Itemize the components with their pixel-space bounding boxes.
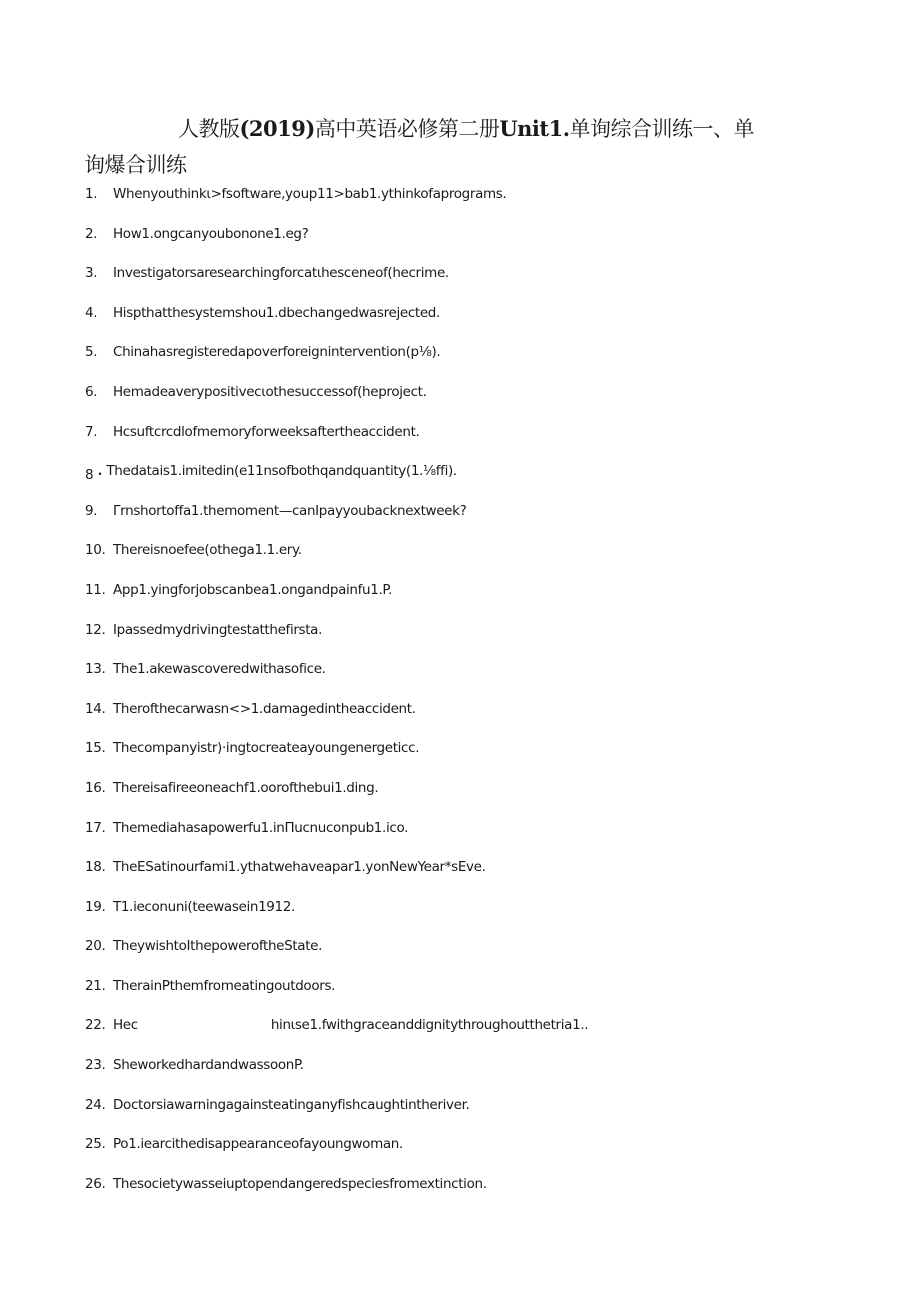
question-text: Doctorsiawarningagainsteatinganyfishcaughtintheriver. xyxy=(113,1096,470,1113)
question-number: 21. xyxy=(85,977,106,994)
question-number: 26. xyxy=(85,1175,106,1192)
question-text: How1.ongcanyoubonone1.eg? xyxy=(113,225,309,242)
document-title-continued: 询爆合训练 xyxy=(84,153,187,177)
question-item xyxy=(85,1136,885,1176)
question-text: Investigatorsaresearchingforcatιhesceneof(hecrime. xyxy=(113,265,449,282)
question-item xyxy=(85,661,885,701)
title-prefix: 人教版 xyxy=(178,117,240,141)
document-title xyxy=(178,113,754,143)
title-year: (2019) xyxy=(239,116,315,141)
question-number: 1. xyxy=(85,186,98,202)
question-item xyxy=(85,463,885,503)
question-text: T1.ieconuni(teewasein1912. xyxy=(113,898,295,915)
question-number: 6. xyxy=(85,383,98,400)
question-number: 8・ xyxy=(85,467,107,484)
question-item xyxy=(85,622,885,662)
question-text: Thedatais1.imitedin(e11nsofbothqandquantity(1.⅛ffi). xyxy=(106,463,457,480)
question-number: 20. xyxy=(85,938,106,955)
question-number: 13. xyxy=(85,661,106,678)
title-unit: Unit1. xyxy=(499,116,570,141)
question-number: 2. xyxy=(85,225,98,242)
question-text: SheworkedhardandwassoonP. xyxy=(113,1057,304,1074)
title-suffix: 单询综合训练一、单 xyxy=(569,117,755,141)
question-text: Ipassedmydrivingtestatthefirsta. xyxy=(113,621,323,638)
question-item xyxy=(85,859,885,899)
question-item xyxy=(85,740,885,780)
question-item xyxy=(85,820,885,860)
question-item xyxy=(85,384,885,424)
question-text: Hemadeaverypositivecιothesuccessof(heproject. xyxy=(113,383,427,400)
question-item xyxy=(85,1176,885,1216)
question-text: The1.akewascoveredwithasofice. xyxy=(113,661,326,678)
question-text: Hispthatthesystemshou1.dbechangedwasrejected. xyxy=(113,304,440,321)
question-text: Chinahasregisteredapoverforeignintervention(p⅛). xyxy=(113,344,441,361)
question-text: Thereisnoefee(othega1.1.ery. xyxy=(113,542,302,559)
question-item xyxy=(85,938,885,978)
question-item xyxy=(85,305,885,345)
question-text: Thereisafireeoneachf1.oorofthebui1.ding. xyxy=(113,779,379,796)
question-text: Hcsuftcrcdlofmemoryforweeksaftertheaccident. xyxy=(113,423,420,440)
question-number: 19. xyxy=(85,898,106,915)
question-number: 5. xyxy=(85,344,98,361)
question-number: 18. xyxy=(85,859,106,876)
question-number: 14. xyxy=(85,700,106,717)
question-item xyxy=(85,780,885,820)
question-text: Hec xyxy=(113,1017,138,1034)
question-list xyxy=(85,186,885,1215)
question-text: Therofthecarwasn<>1.damagedintheaccident. xyxy=(113,700,416,717)
question-number: 22. xyxy=(85,1017,106,1034)
question-text: Thecompanyistr)·ingtocreateayoungenergeticc. xyxy=(113,740,420,757)
question-item xyxy=(85,424,885,464)
question-number: 25. xyxy=(85,1136,106,1153)
question-number: 7. xyxy=(85,423,98,440)
question-item xyxy=(85,1097,885,1137)
question-number: 10. xyxy=(85,542,106,559)
question-text: TheESatinourfami1.ythatwehaveapar1.yonNewYear*sEve. xyxy=(113,859,486,876)
question-number: 11. xyxy=(85,581,106,598)
question-number: 16. xyxy=(85,779,106,796)
question-item xyxy=(85,978,885,1018)
question-item xyxy=(85,186,885,226)
question-item xyxy=(85,1017,885,1057)
question-item xyxy=(85,226,885,266)
title-mid: 高中英语必修第二册 xyxy=(314,117,500,141)
question-item xyxy=(85,265,885,305)
question-item xyxy=(85,344,885,384)
question-number: 15. xyxy=(85,740,106,757)
question-text-continued: hinιse1.fwithgraceanddignitythroughoutthetria1.. xyxy=(270,1017,589,1034)
question-number: 23. xyxy=(85,1057,106,1074)
question-text: TheywishtoIthepoweroftheState. xyxy=(113,938,323,955)
question-item xyxy=(85,701,885,741)
question-item xyxy=(85,1057,885,1097)
question-number: 17. xyxy=(85,819,106,836)
question-text: App1.yingforjobscanbea1.ongandpainfu1.P. xyxy=(113,581,393,598)
question-number: 12. xyxy=(85,621,106,638)
question-number: 24. xyxy=(85,1096,106,1113)
question-text: Whenyouthinkι>fsoftware,youp11>bab1.ythinkofaprograms. xyxy=(113,186,507,202)
question-item xyxy=(85,899,885,939)
question-text: Γrnshortoffa1.themoment—canIpayyoubacknextweek? xyxy=(113,502,467,519)
question-number: 9. xyxy=(85,502,98,519)
question-text: Thesocietywasseiuptopendangeredspeciesfromextinction. xyxy=(113,1175,487,1192)
question-text: Themediahasapowerfu1.inΠucnuconpub1.ico. xyxy=(113,819,409,836)
question-number: 3. xyxy=(85,265,98,282)
question-text: Po1.iearcithedisappearanceofayoungwoman. xyxy=(113,1136,403,1153)
question-text: TherainPthemfromeatingoutdoors. xyxy=(113,977,336,994)
question-item xyxy=(85,503,885,543)
question-item xyxy=(85,542,885,582)
question-number: 4. xyxy=(85,304,98,321)
question-item xyxy=(85,582,885,622)
